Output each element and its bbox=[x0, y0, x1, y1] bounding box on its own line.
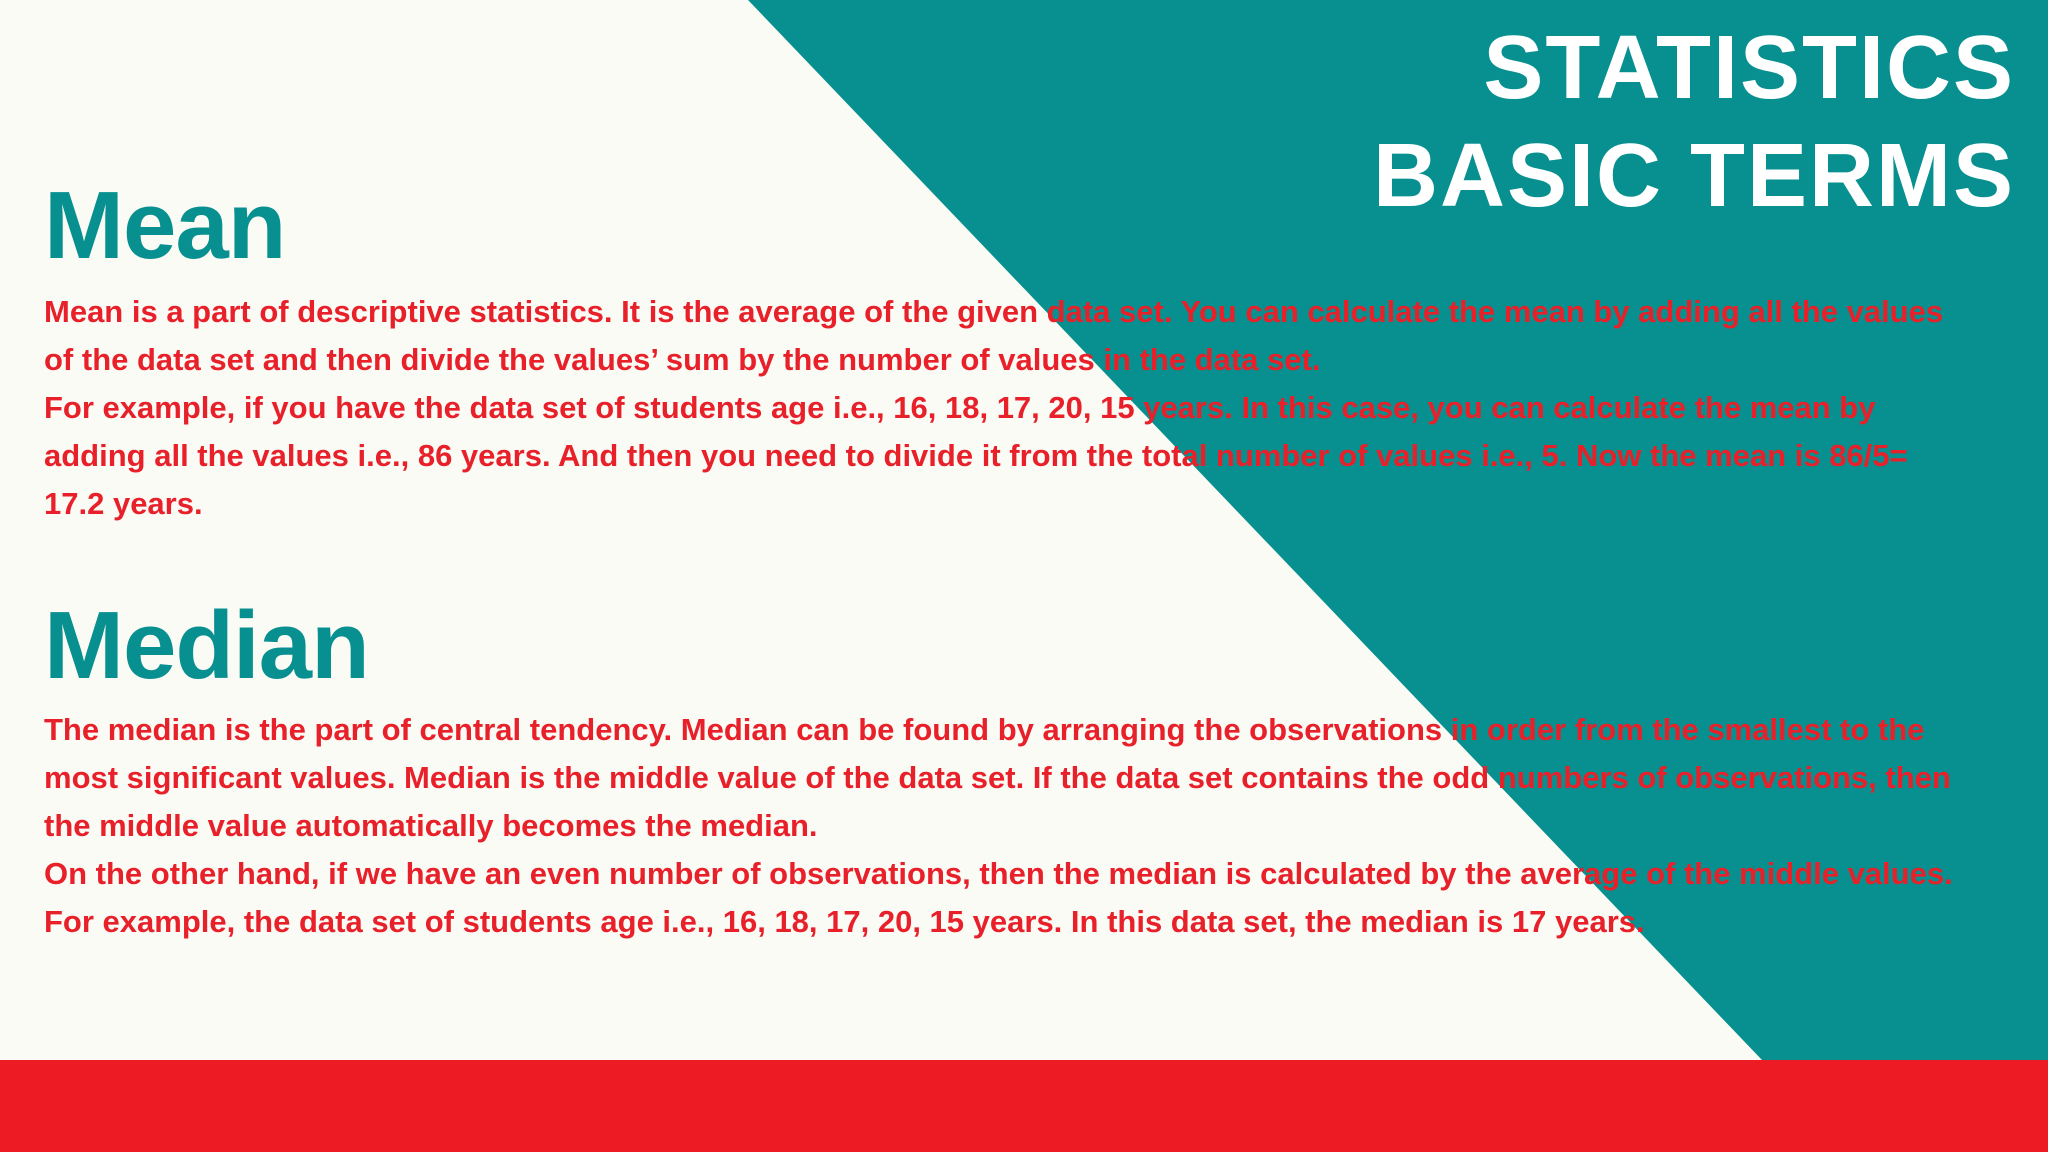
median-definition-text: The median is the part of central tendency. Median can be found by arranging the observations in order from the smallest to the most significant values. Median is the middle value of the data set. If the data set contains the odd numbers of observations, then the middle value automatically becomes the median. bbox=[44, 712, 1951, 843]
mean-heading: Mean bbox=[44, 172, 286, 279]
median-section bbox=[44, 590, 1964, 946]
slide-title-line-2: BASIC TERMS bbox=[1372, 126, 2015, 226]
mean-example-text: For example, if you have the data set of students age i.e., 16, 18, 17, 20, 15 years. In this case, you can calculate the mean by adding all the values i.e., 86 years. And then you need to divide it from the total number of values i.e., 5. Now the mean is 86/5= 17.2 years. bbox=[44, 390, 1908, 521]
mean-section bbox=[44, 170, 1964, 528]
median-heading: Median bbox=[44, 592, 369, 699]
footer-bar bbox=[0, 1060, 2048, 1152]
median-example-text: On the other hand, if we have an even number of observations, then the median is calculated by the average of the middle values. For example, the data set of students age i.e., 16, 18, 17, 20, 15 years. In this data set, the median is 17 years. bbox=[44, 856, 1953, 939]
slide-title-line-1: STATISTICS bbox=[1483, 18, 2015, 118]
mean-definition-text: Mean is a part of descriptive statistics. It is the average of the given data set. You can calculate the mean by adding all the values of the data set and then divide the values’ sum by the number of values in the data set. bbox=[44, 294, 1944, 377]
